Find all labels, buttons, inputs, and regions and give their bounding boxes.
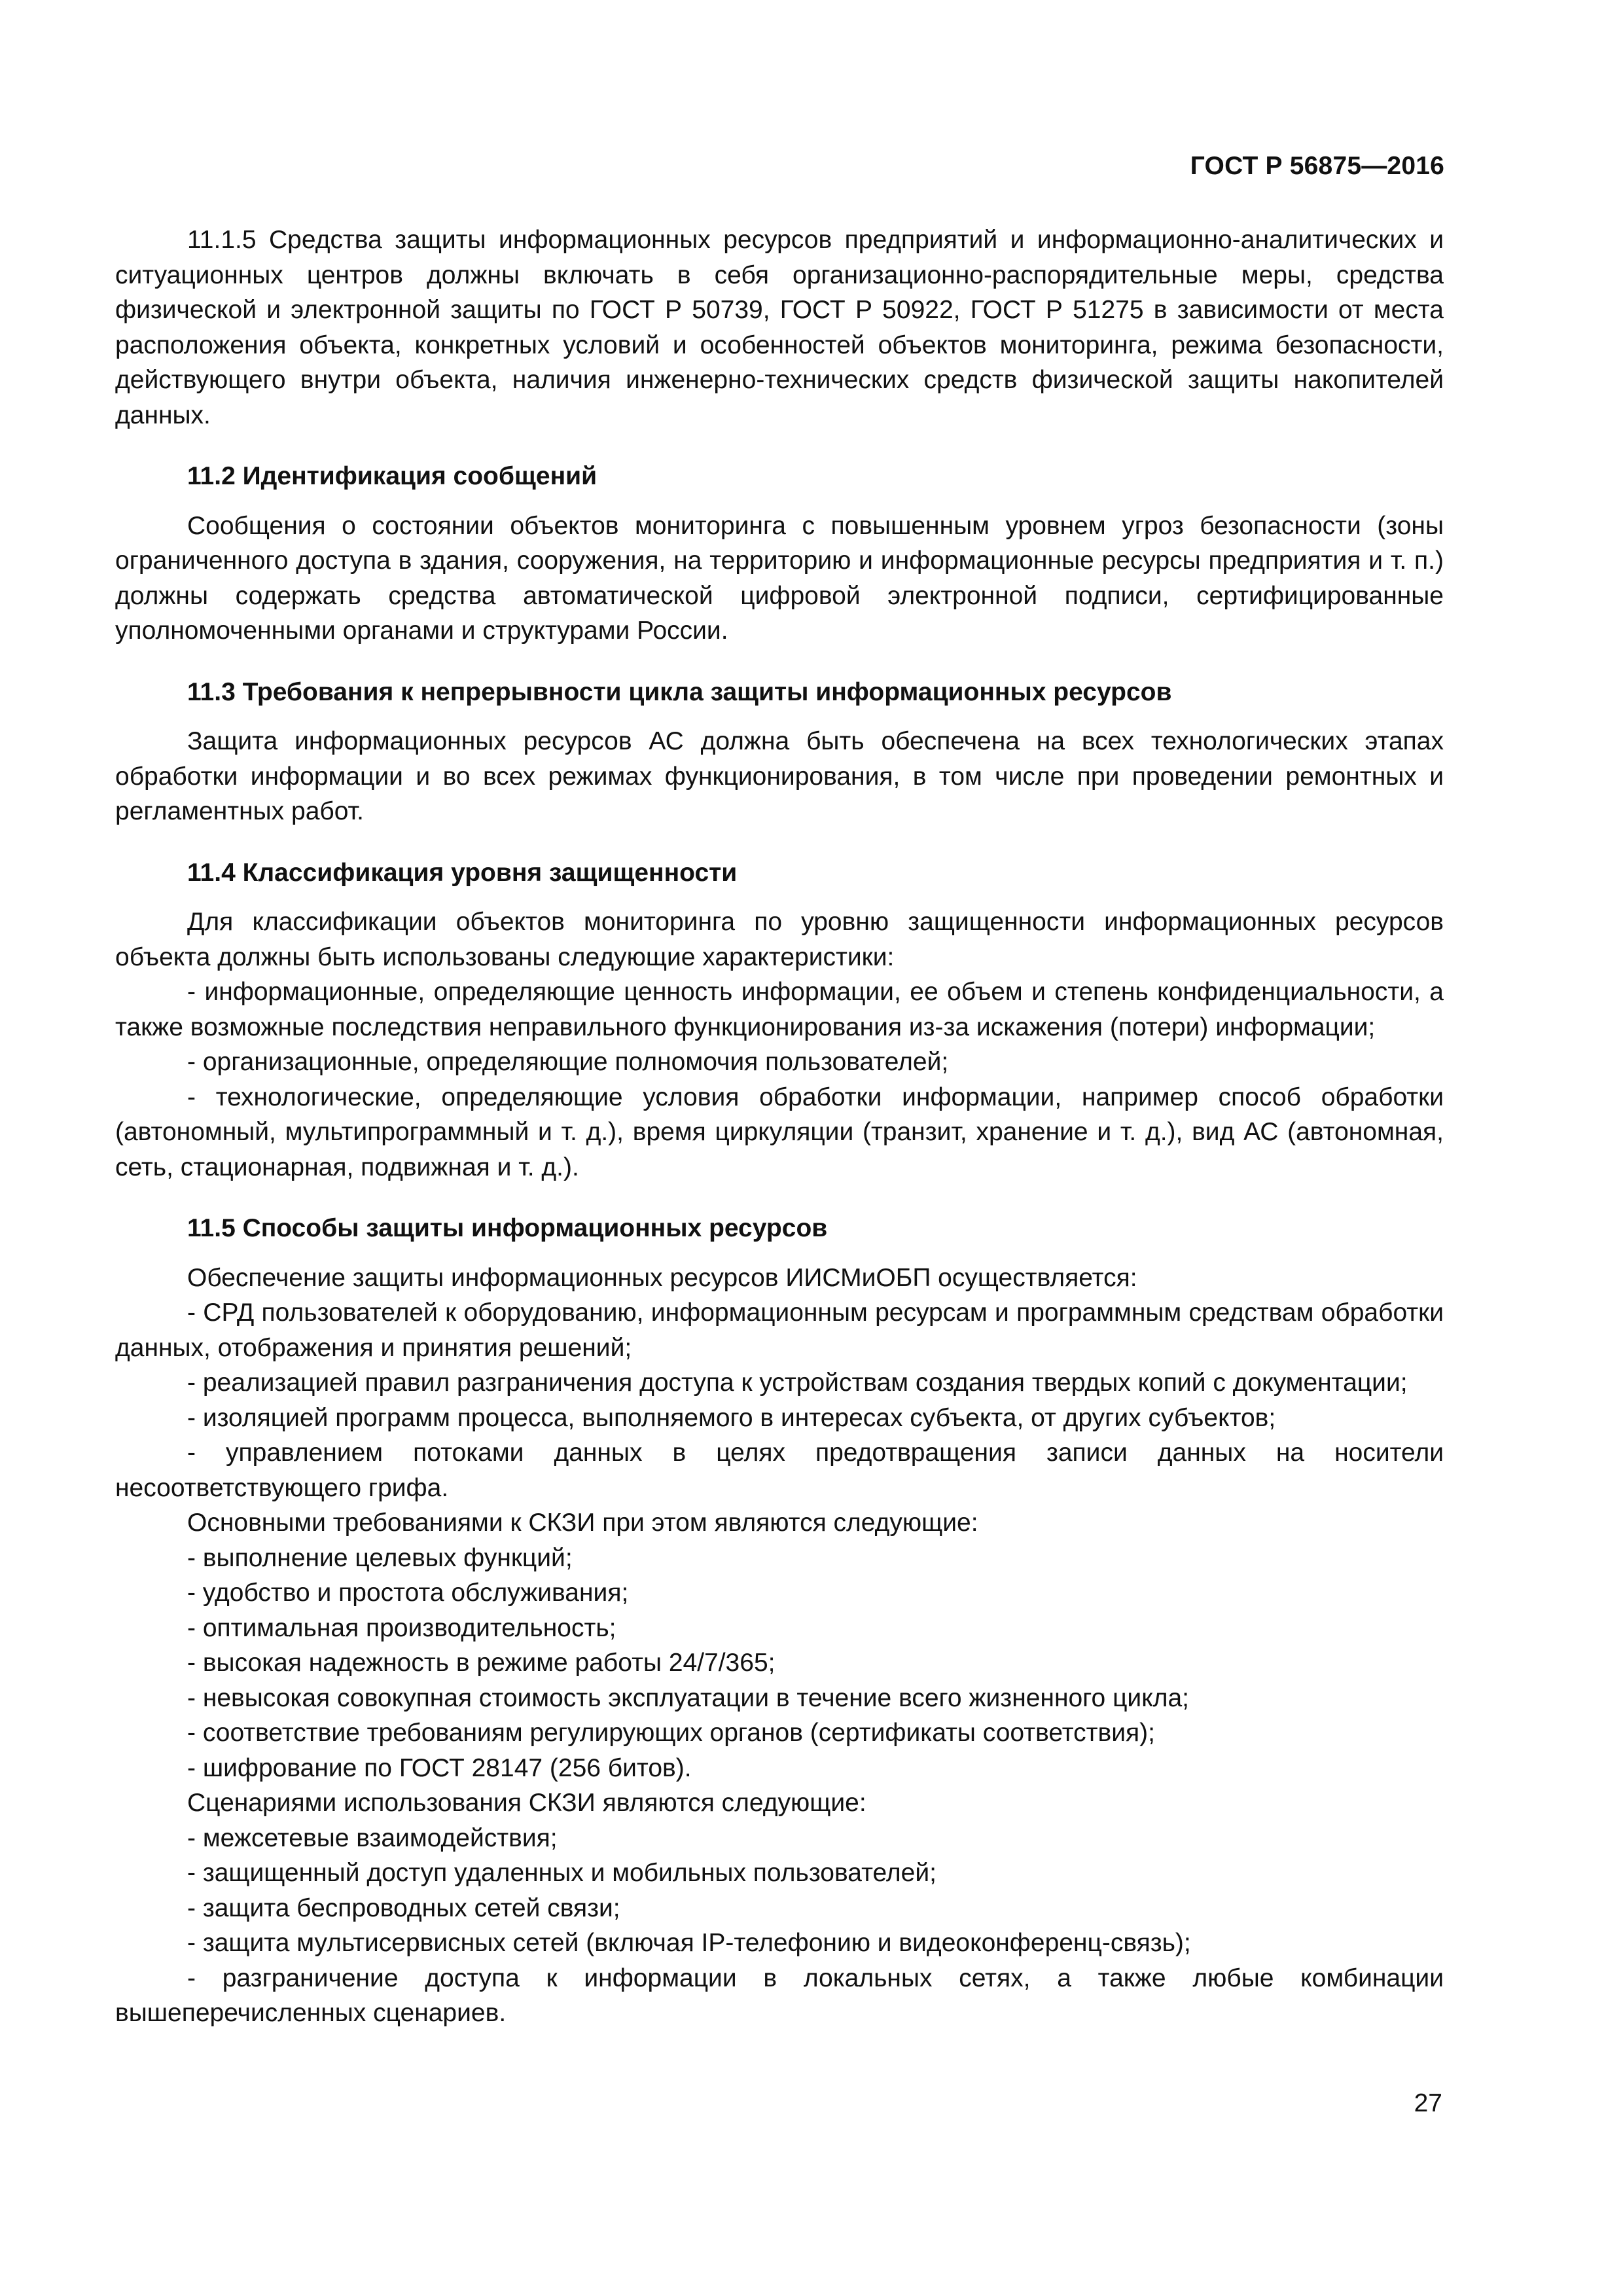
document-body (115, 223, 1444, 2031)
paragraph-scenarios-intro: Сценариями использования СКЗИ являются следующие: (187, 1789, 866, 1817)
list-item: - соответствие требованиям регулирующих органов (сертификаты соответствия); (187, 1719, 1155, 1747)
list-item: - организационные, определяющие полномочия пользователей; (187, 1048, 949, 1076)
list-item: - СРД пользователей к оборудованию, информационным ресурсам и программным средствам обработки данных, отображения и принятия решений; (115, 1299, 1444, 1362)
list-item: - удобство и простота обслуживания; (187, 1579, 629, 1607)
heading-11-3: 11.3 Требования к непрерывности цикла защиты информационных ресурсов (187, 677, 1172, 706)
list-item: - высокая надежность в режиме работы 24/7/365; (187, 1649, 776, 1677)
list-item: - невысокая совокупная стоимость эксплуатации в течение всего жизненного цикла; (187, 1683, 1189, 1712)
heading-11-5: 11.5 Способы защиты информационных ресурсов (187, 1214, 828, 1242)
list-item: - защита беспроводных сетей связи; (187, 1893, 620, 1922)
document-code-header: ГОСТ Р 56875—2016 (1190, 152, 1444, 180)
paragraph-11-1-5: 11.1.5 Средства защиты информационных ресурсов предприятий и информационно-аналитических и ситуационных центров должны включать в себя организационно-распорядительные меры, средства физической и электронной защиты по ГОСТ Р 50739, ГОСТ Р 50922, ГОСТ Р 51275 в зависимости от места расположения объекта, конкретных условий и особенностей объектов мониторинга, режима безопасности, действующего внутри объекта, наличия инженерно-технических средств физической защиты накопителей данных. (115, 226, 1444, 429)
paragraph-11-5-intro: Обеспечение защиты информационных ресурсов ИИСМиОБП осуществляется: (187, 1263, 1137, 1292)
list-item: - технологические, определяющие условия обработки информации, например способ обработки (автономный, мультипрограммный и т. д.), время циркуляции (транзит, хранение и т. д.), вид АС (автономная, сеть, стационарная, подвижная и т. д.). (115, 1083, 1444, 1181)
heading-11-2: 11.2 Идентификация сообщений (187, 462, 597, 490)
page-number: 27 (1414, 2089, 1442, 2117)
paragraph-11-4-intro: Для классификации объектов мониторинга по уровню защищенности информационных ресурсов объекта должны быть использованы следующие характеристики: (115, 908, 1444, 971)
list-item: - информационные, определяющие ценность информации, ее объем и степень конфиденциальности, а также возможные последствия неправильного функционирования из-за искажения (потери) информации; (115, 978, 1444, 1041)
list-item: - защита мультисервисных сетей (включая IP-телефонию и видеоконференц-связь); (187, 1929, 1191, 1957)
list-item: - управлением потоками данных в целях предотвращения записи данных на носители несоответствующего грифа. (115, 1439, 1444, 1502)
paragraph-11-3: Защита информационных ресурсов АС должна быть обеспечена на всех технологических этапах обработки информации и во всех режимах функционирования, в том числе при проведении ремонтных и регламентных работ. (115, 727, 1444, 825)
paragraph-requirements-intro: Основными требованиями к СКЗИ при этом являются следующие: (187, 1509, 978, 1537)
list-item: - изоляцией программ процесса, выполняемого в интересах субъекта, от других субъектов; (187, 1403, 1276, 1432)
list-item: - разграничение доступа к информации в локальных сетях, а также любые комбинации вышеперечисленных сценариев. (115, 1964, 1444, 2027)
list-item: - выполнение целевых функций; (187, 1543, 573, 1572)
list-item: - реализацией правил разграничения доступа к устройствам создания твердых копий с документации; (187, 1369, 1408, 1397)
list-item: - шифрование по ГОСТ 28147 (256 битов). (187, 1753, 692, 1782)
list-item: - оптимальная производительность; (187, 1613, 616, 1642)
list-item: - межсетевые взаимодействия; (187, 1823, 558, 1852)
paragraph-11-2: Сообщения о состоянии объектов мониторинга с повышенным уровнем угроз безопасности (зоны ограниченного доступа в здания, сооружения, на территорию и информационные ресурсы предприятия и т. п.) должны содержать средства автоматической цифровой электронной подписи, сертифицированные уполномоченными органами и структурами России. (115, 511, 1444, 645)
heading-11-4: 11.4 Классификация уровня защищенности (187, 858, 738, 887)
list-item: - защищенный доступ удаленных и мобильных пользователей; (187, 1859, 936, 1887)
